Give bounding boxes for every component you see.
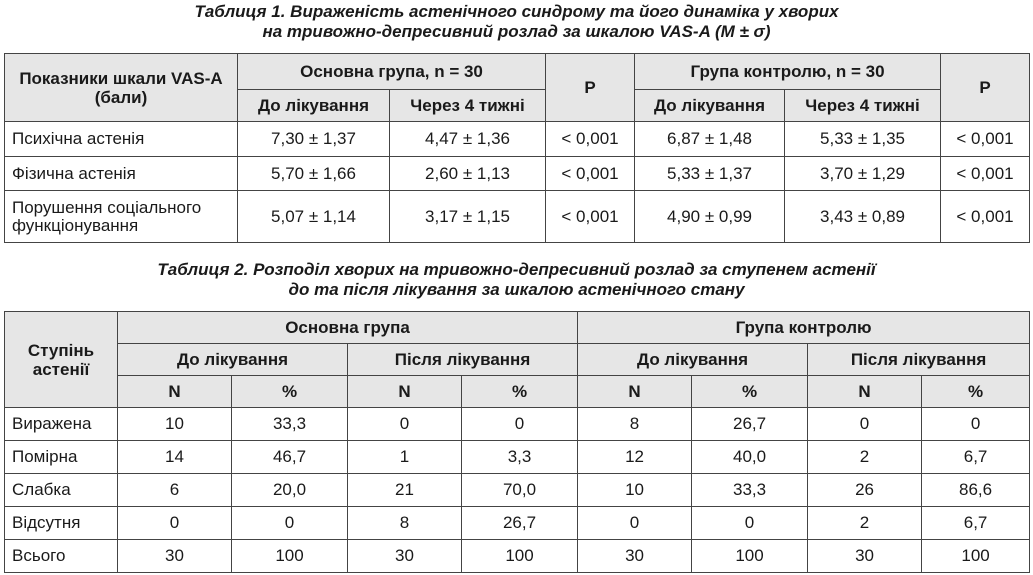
cell-control-before: 6,87 ± 1,48 xyxy=(635,122,785,157)
cell-value: 40,0 xyxy=(692,441,808,474)
cell-value: 46,7 xyxy=(232,441,348,474)
row-label: Психічна астенія xyxy=(5,122,238,157)
cell-value: 0 xyxy=(232,507,348,540)
cell-control-after: 5,33 ± 1,35 xyxy=(785,122,941,157)
row-label: Порушення соціального функціонування xyxy=(5,191,238,243)
t1-header-control-group: Група контролю, n = 30 xyxy=(635,54,941,90)
table2-caption-line2: до та після лікування за шкалою астенічного стану xyxy=(288,280,745,299)
t1-header-p-main: P xyxy=(546,54,635,122)
cell-p-control: < 0,001 xyxy=(941,157,1030,191)
cell-value: 0 xyxy=(348,408,462,441)
cell-value: 8 xyxy=(578,408,692,441)
cell-value: 6 xyxy=(118,474,232,507)
cell-value: 0 xyxy=(922,408,1030,441)
cell-value: 20,0 xyxy=(232,474,348,507)
cell-main-after: 2,60 ± 1,13 xyxy=(390,157,546,191)
table-row xyxy=(5,122,1030,157)
cell-main-after: 4,47 ± 1,36 xyxy=(390,122,546,157)
t2-header-control-group: Група контролю xyxy=(578,312,1030,344)
t1-header-main-before: До лікування xyxy=(238,90,390,122)
row-label: Слабка xyxy=(5,474,118,507)
t2-header-control-after: Після лікування xyxy=(808,344,1030,376)
t2-header-n: N xyxy=(578,376,692,408)
cell-main-before: 7,30 ± 1,37 xyxy=(238,122,390,157)
cell-p-main: < 0,001 xyxy=(546,191,635,243)
cell-p-control: < 0,001 xyxy=(941,191,1030,243)
table1 xyxy=(4,53,1030,243)
t2-header-degree: Ступінь астенії xyxy=(5,312,118,408)
cell-p-main: < 0,001 xyxy=(546,157,635,191)
cell-value: 14 xyxy=(118,441,232,474)
table-row xyxy=(5,408,1030,441)
cell-value: 2 xyxy=(808,441,922,474)
cell-control-after: 3,43 ± 0,89 xyxy=(785,191,941,243)
table1-caption-line2: на тривожно-депресивний розлад за шкалою VAS-A (M ± σ) xyxy=(262,22,771,41)
cell-value: 6,7 xyxy=(922,507,1030,540)
t2-header-pct: % xyxy=(462,376,578,408)
cell-value: 30 xyxy=(348,540,462,573)
cell-value: 86,6 xyxy=(922,474,1030,507)
t2-header-pct: % xyxy=(922,376,1030,408)
cell-value: 33,3 xyxy=(232,408,348,441)
cell-value: 30 xyxy=(808,540,922,573)
cell-value: 26,7 xyxy=(462,507,578,540)
t1-header-main-after: Через 4 тижні xyxy=(390,90,546,122)
cell-value: 100 xyxy=(922,540,1030,573)
cell-control-before: 5,33 ± 1,37 xyxy=(635,157,785,191)
cell-value: 3,3 xyxy=(462,441,578,474)
table-row xyxy=(5,474,1030,507)
table1-caption-line1: Таблиця 1. Вираженість астенічного синдрому та його динаміка у хворих xyxy=(194,2,839,21)
cell-main-before: 5,70 ± 1,66 xyxy=(238,157,390,191)
t1-header-main-group: Основна група, n = 30 xyxy=(238,54,546,90)
table1-caption xyxy=(0,2,1033,42)
cell-value: 1 xyxy=(348,441,462,474)
cell-value: 100 xyxy=(462,540,578,573)
cell-value: 21 xyxy=(348,474,462,507)
cell-value: 30 xyxy=(578,540,692,573)
t1-header-p-control: P xyxy=(941,54,1030,122)
table-row xyxy=(5,157,1030,191)
cell-value: 0 xyxy=(578,507,692,540)
row-label: Відсутня xyxy=(5,507,118,540)
cell-value: 70,0 xyxy=(462,474,578,507)
cell-value: 26,7 xyxy=(692,408,808,441)
table2 xyxy=(4,311,1030,573)
cell-p-control: < 0,001 xyxy=(941,122,1030,157)
cell-value: 0 xyxy=(808,408,922,441)
table-row xyxy=(5,540,1030,573)
cell-value: 10 xyxy=(578,474,692,507)
t1-header-indicator: Показники шкали VAS-A (бали) xyxy=(5,54,238,122)
t2-header-control-before: До лікування xyxy=(578,344,808,376)
cell-value: 33,3 xyxy=(692,474,808,507)
cell-p-main: < 0,001 xyxy=(546,122,635,157)
cell-value: 100 xyxy=(692,540,808,573)
row-label: Всього xyxy=(5,540,118,573)
table2-caption-line1: Таблиця 2. Розподіл хворих на тривожно-депресивний розлад за ступенем астенії xyxy=(157,260,876,279)
t2-header-n: N xyxy=(348,376,462,408)
t1-header-control-after: Через 4 тижні xyxy=(785,90,941,122)
row-label: Виражена xyxy=(5,408,118,441)
cell-value: 2 xyxy=(808,507,922,540)
t2-header-main-before: До лікування xyxy=(118,344,348,376)
table-row xyxy=(5,191,1030,243)
cell-value: 30 xyxy=(118,540,232,573)
cell-value: 0 xyxy=(462,408,578,441)
cell-value: 26 xyxy=(808,474,922,507)
row-label: Фізична астенія xyxy=(5,157,238,191)
t2-header-pct: % xyxy=(692,376,808,408)
table2-caption xyxy=(0,260,1033,300)
cell-value: 100 xyxy=(232,540,348,573)
row-label: Помірна xyxy=(5,441,118,474)
cell-value: 12 xyxy=(578,441,692,474)
cell-value: 0 xyxy=(692,507,808,540)
cell-value: 10 xyxy=(118,408,232,441)
cell-value: 0 xyxy=(118,507,232,540)
cell-main-before: 5,07 ± 1,14 xyxy=(238,191,390,243)
table-row xyxy=(5,441,1030,474)
t2-header-main-after: Після лікування xyxy=(348,344,578,376)
cell-control-after: 3,70 ± 1,29 xyxy=(785,157,941,191)
cell-main-after: 3,17 ± 1,15 xyxy=(390,191,546,243)
t2-header-n: N xyxy=(118,376,232,408)
cell-value: 6,7 xyxy=(922,441,1030,474)
cell-control-before: 4,90 ± 0,99 xyxy=(635,191,785,243)
t2-header-pct: % xyxy=(232,376,348,408)
t2-header-n: N xyxy=(808,376,922,408)
t2-header-main-group: Основна група xyxy=(118,312,578,344)
table-row xyxy=(5,507,1030,540)
t1-header-control-before: До лікування xyxy=(635,90,785,122)
cell-value: 8 xyxy=(348,507,462,540)
